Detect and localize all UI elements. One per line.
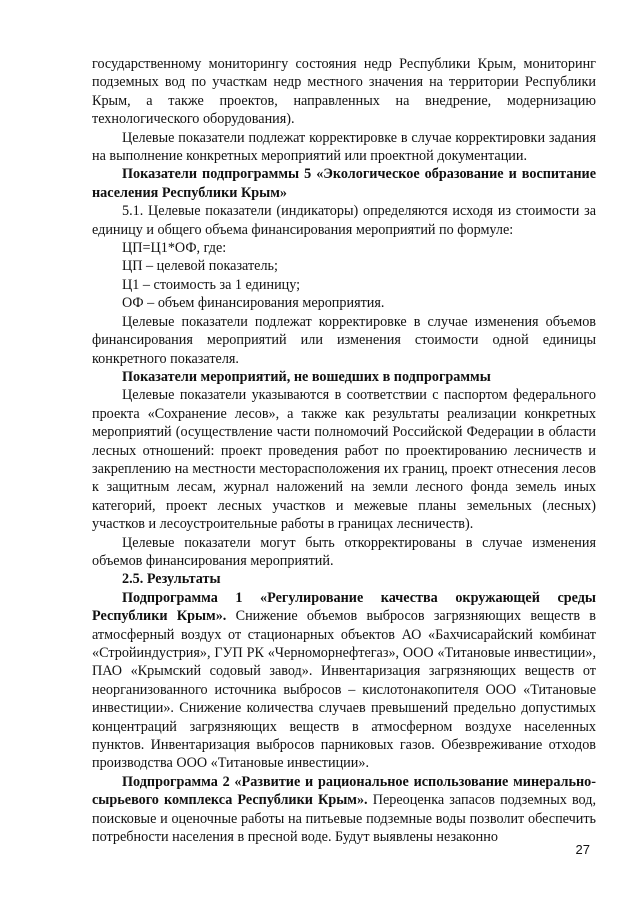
paragraph: Целевые показатели подлежат корректировке в случае корректировки задания на выполнение конкретных мероприятий или проектной документации. xyxy=(92,129,596,165)
page-number: 27 xyxy=(575,842,590,857)
paragraph: Целевые показатели могут быть откорректированы в случае изменения объемов финансирования мероприятий. xyxy=(92,534,596,569)
subprogram-2-text: Переоценка запасов подземных вод, поисковые и оценочные работы на питьевые подземные воды позволит обеспечить потребности населения в пресной воде. Будут выявлены незаконно xyxy=(92,792,596,846)
definition-item: ОФ – объем финансирования мероприятия. xyxy=(122,295,385,312)
paragraph: 5.1. Целевые показатели (индикаторы) определяются исходя из стоимости за единицу и общего объема финансирования мероприятий по формуле: xyxy=(92,203,596,238)
formula: ЦП=Ц1*ОФ, где: xyxy=(122,240,227,257)
section-heading-subprogram-5: Показатели подпрограммы 5 «Экологическое образование и воспитание населения Республики Крым» xyxy=(92,166,596,201)
paragraph: государственному мониторингу состояния недр Республики Крым, мониторинг подземных вод по участкам недр местного значения на территории Республики Крым, а также проектов, направленных на внедрение, модернизацию технологического оборудования). xyxy=(92,56,596,128)
section-heading-other-measures: Показатели мероприятий, не вошедших в подпрограммы xyxy=(122,368,491,385)
paragraph: Целевые показатели подлежат корректировке в случае изменения объемов финансирования мероприятий или изменения стоимости одной единицы конкретного показателя. xyxy=(92,313,596,367)
paragraph: Целевые показатели указываются в соответствии с паспортом федерального проекта «Сохранение лесов», а также как результаты реализации конкретных мероприятий (осуществление части полномочий Российской Федерации в области лесных отношений: проект проведения работ по проектированию лесничеств и закреплению на местности месторасположения их границ, проект отнесения лесов к защитным лесам, журнал наложений на земли лесного фонда земель иных категорий, проект лесных участков и межевые планы земельных (лесных) участков и лесоустроительные работы в границах лесничеств). xyxy=(92,387,596,533)
subprogram-1-text: Снижение объемов выбросов загрязняющих веществ в атмосферный воздух от стационарных объектов АО «Бахчисарайский комбинат «Стройиндустрия», ГУП РК «Черноморнефтегаз», ООО «Титановые инвестиции», ПАО «Крымский содовый завод». Инвентаризация загрязняющих веществ от неорганизованного источника выбросов – кислотонакопителя ООО «Титановые инвестиции». Снижение количества случаев превышений предельно допустимых концентраций загрязняющих веществ в атмосферном воздухе населенных пунктов. Инвентаризация выбросов парниковых газов. Обезвреживание отходов производства ООО «Титановые инвестиции». xyxy=(92,608,596,772)
definition-item: Ц1 – стоимость за 1 единицу; xyxy=(122,276,301,293)
subprogram-1-title: Подпрограмма 1 «Регулирование качества окружающей среды Республики Крым». xyxy=(92,589,596,625)
subprogram-2-title: Подпрограмма 2 «Развитие и рациональное использование минерально-сырьевого комплекса Республики Крым». xyxy=(92,773,596,809)
paragraph-subprogram-1 xyxy=(92,589,596,773)
document-page xyxy=(92,55,596,846)
paragraph-subprogram-2 xyxy=(92,773,596,847)
section-heading-results: 2.5. Результаты xyxy=(122,571,221,588)
definition-item: ЦП – целевой показатель; xyxy=(122,258,278,275)
